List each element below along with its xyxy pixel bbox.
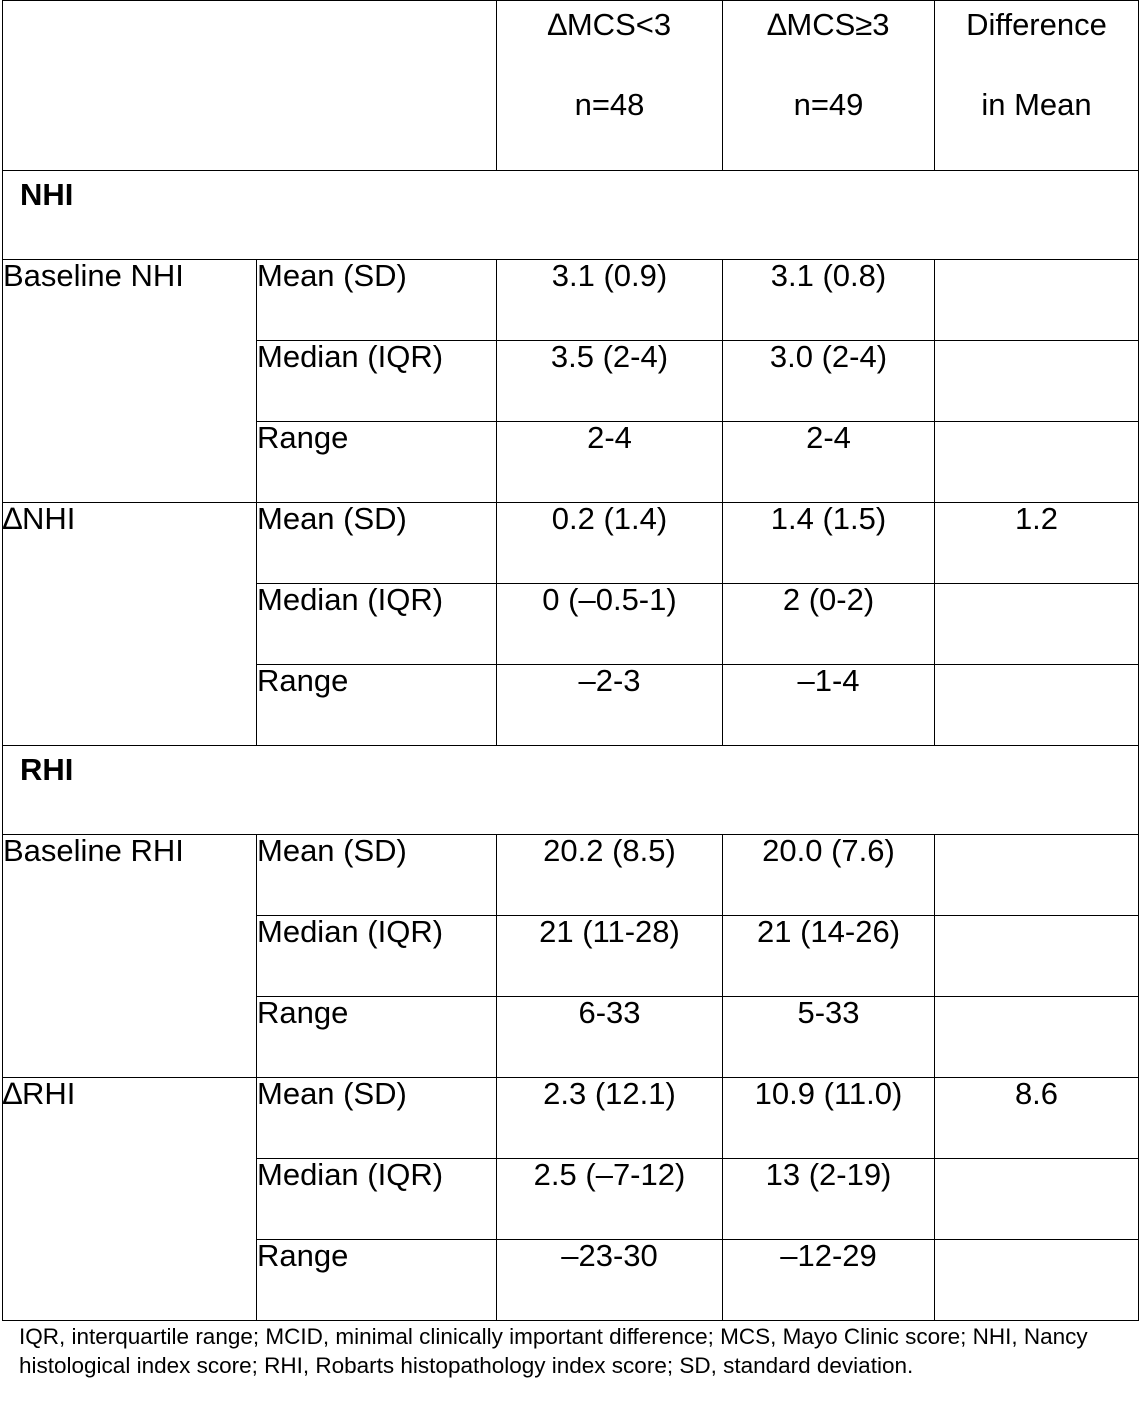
value-cell-low: 2-4	[497, 422, 723, 503]
value-cell-high: 21 (14-26)	[723, 916, 935, 997]
section-title: NHI	[3, 171, 1139, 260]
difference-cell	[935, 341, 1139, 422]
stat-label: Median (IQR)	[257, 584, 497, 665]
header-difference-line1: Difference	[966, 7, 1107, 42]
stat-label: Range	[257, 665, 497, 746]
section-row	[3, 746, 1139, 835]
value-cell-low: 2.5 (–7-12)	[497, 1159, 723, 1240]
value-cell-high: 2 (0-2)	[723, 584, 935, 665]
difference-cell	[935, 997, 1139, 1078]
header-group-high-label: ∆MCS≥3	[767, 7, 890, 42]
stat-label: Mean (SD)	[257, 835, 497, 916]
difference-cell	[935, 916, 1139, 997]
stat-label: Range	[257, 422, 497, 503]
value-cell-low: 0 (–0.5-1)	[497, 584, 723, 665]
value-cell-high: 20.0 (7.6)	[723, 835, 935, 916]
difference-cell: 1.2	[935, 503, 1139, 584]
stat-label: Mean (SD)	[257, 1078, 497, 1159]
stat-label: Median (IQR)	[257, 916, 497, 997]
value-cell-high: 5-33	[723, 997, 935, 1078]
group-label: ∆NHI	[3, 503, 257, 746]
value-cell-low: 20.2 (8.5)	[497, 835, 723, 916]
table-row	[3, 835, 1139, 916]
value-cell-high: –1-4	[723, 665, 935, 746]
group-label: ∆RHI	[3, 1078, 257, 1321]
table-footnote: IQR, interquartile range; MCID, minimal clinically important difference; MCS, Mayo Clinic score; NHI, Nancy histological index score; RHI, Robarts histopathology index score; SD, standard deviation.	[19, 1324, 1088, 1378]
results-table	[2, 0, 1139, 1321]
table-header-row	[3, 1, 1139, 171]
header-group-high-n: n=49	[793, 87, 864, 122]
group-label: Baseline NHI	[3, 260, 257, 503]
stat-label: Median (IQR)	[257, 341, 497, 422]
header-difference-line2: in Mean	[981, 87, 1092, 122]
value-cell-high: 3.0 (2-4)	[723, 341, 935, 422]
difference-cell	[935, 584, 1139, 665]
value-cell-low: –23-30	[497, 1240, 723, 1321]
header-difference	[935, 1, 1139, 171]
value-cell-high: 13 (2-19)	[723, 1159, 935, 1240]
value-cell-low: 0.2 (1.4)	[497, 503, 723, 584]
value-cell-high: 2-4	[723, 422, 935, 503]
value-cell-low: 3.5 (2-4)	[497, 341, 723, 422]
difference-cell	[935, 422, 1139, 503]
section-title: RHI	[3, 746, 1139, 835]
stat-label: Median (IQR)	[257, 1159, 497, 1240]
difference-cell	[935, 1240, 1139, 1321]
table-row	[3, 503, 1139, 584]
table-row	[3, 1078, 1139, 1159]
value-cell-low: 2.3 (12.1)	[497, 1078, 723, 1159]
value-cell-low: 21 (11-28)	[497, 916, 723, 997]
difference-cell	[935, 1159, 1139, 1240]
section-row	[3, 171, 1139, 260]
value-cell-low: –2-3	[497, 665, 723, 746]
stat-label: Mean (SD)	[257, 503, 497, 584]
header-empty-cell	[3, 1, 497, 171]
difference-cell	[935, 835, 1139, 916]
header-group-high	[723, 1, 935, 171]
value-cell-high: 10.9 (11.0)	[723, 1078, 935, 1159]
header-group-low	[497, 1, 723, 171]
value-cell-high: 1.4 (1.5)	[723, 503, 935, 584]
stat-label: Range	[257, 997, 497, 1078]
header-group-low-label: ∆MCS<3	[547, 7, 672, 42]
difference-cell: 8.6	[935, 1078, 1139, 1159]
difference-cell	[935, 665, 1139, 746]
stat-label: Mean (SD)	[257, 260, 497, 341]
value-cell-high: –12-29	[723, 1240, 935, 1321]
table-row	[3, 260, 1139, 341]
value-cell-low: 3.1 (0.9)	[497, 260, 723, 341]
header-group-low-n: n=48	[574, 87, 645, 122]
value-cell-low: 6-33	[497, 997, 723, 1078]
stat-label: Range	[257, 1240, 497, 1321]
difference-cell	[935, 260, 1139, 341]
group-label: Baseline RHI	[3, 835, 257, 1078]
value-cell-high: 3.1 (0.8)	[723, 260, 935, 341]
